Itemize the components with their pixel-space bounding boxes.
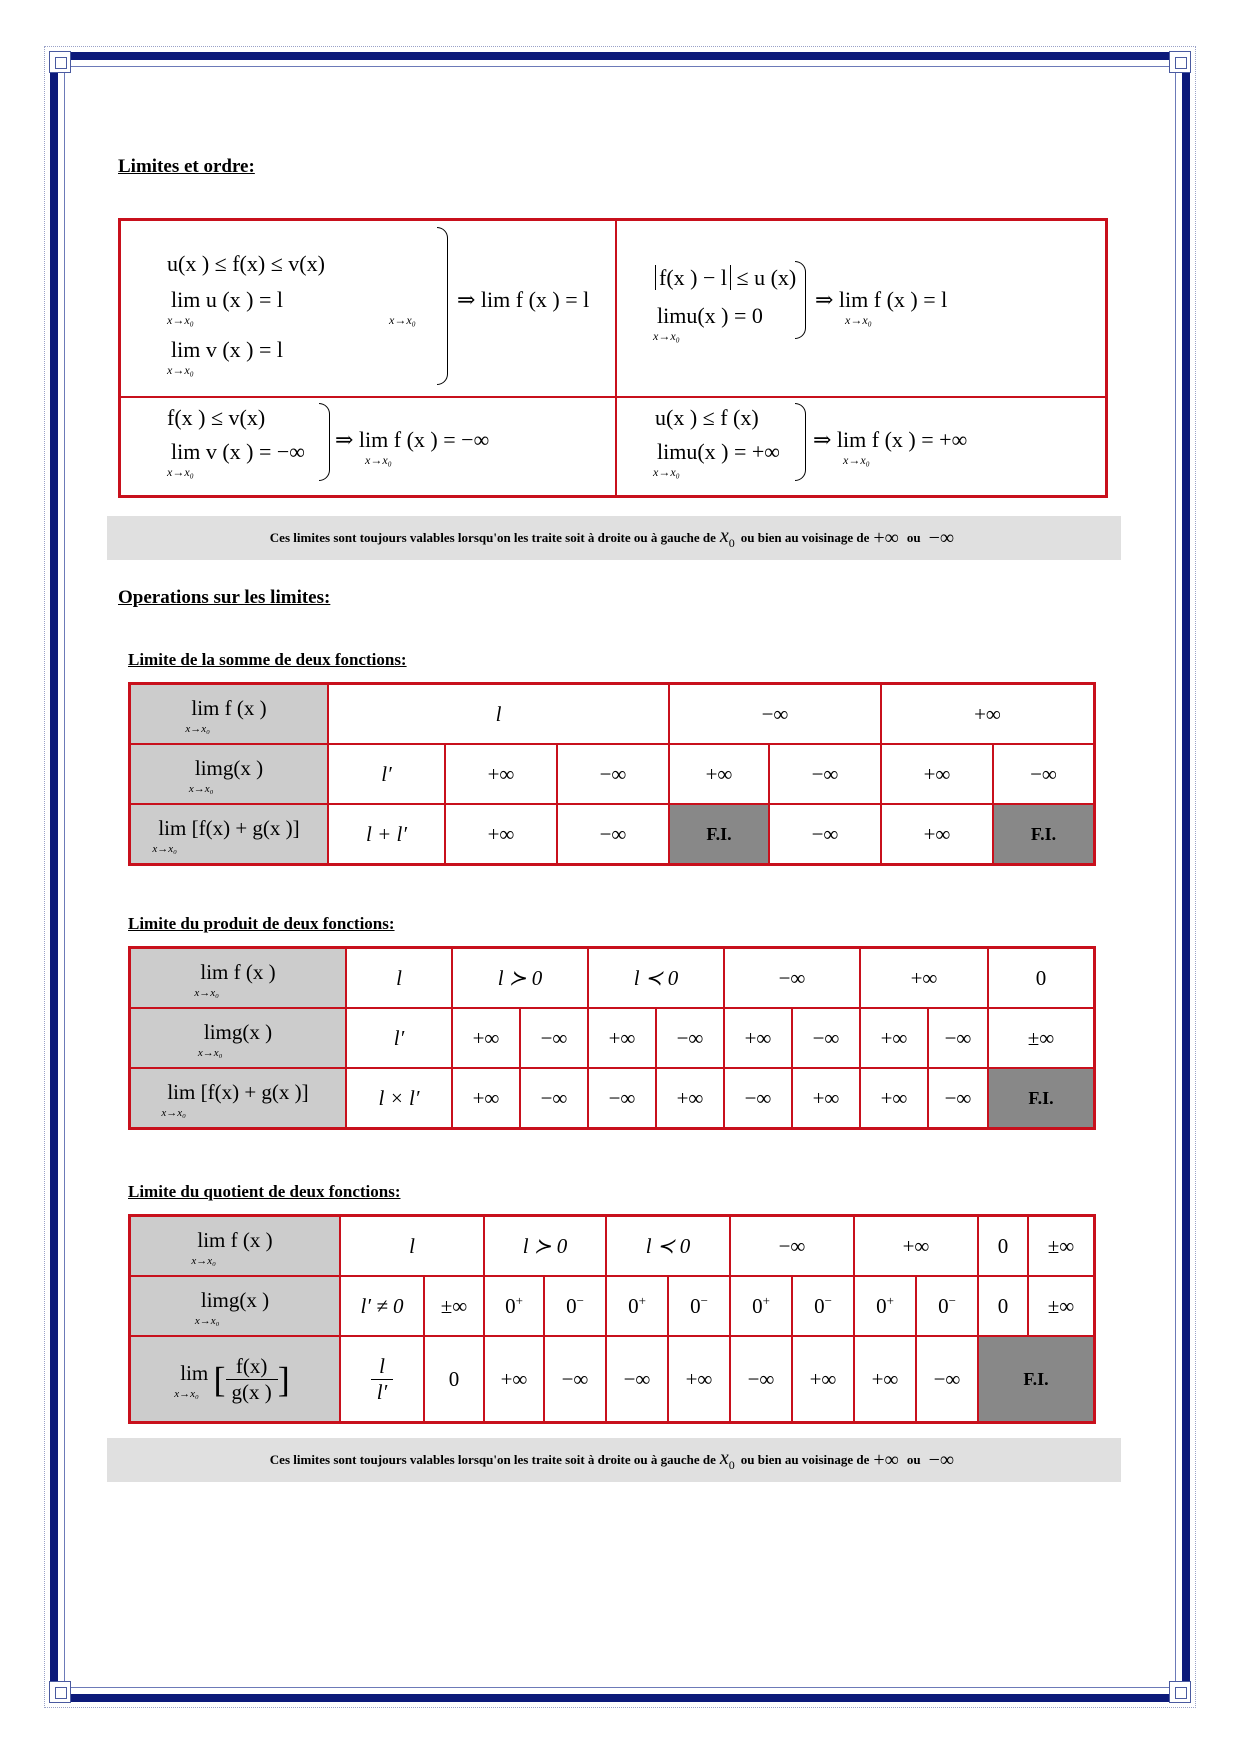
- quotient-r-num: l: [371, 1354, 393, 1380]
- quot-denominator: g(x ): [231, 1379, 272, 1404]
- quotient-g-10: 0: [978, 1276, 1028, 1336]
- note-x0-sub: 0: [728, 536, 735, 550]
- produit-r-3: −∞: [588, 1068, 656, 1129]
- t2-result-sub: x→x₀: [845, 313, 872, 327]
- t1-line3: lim v (x ) = l: [171, 337, 284, 362]
- quotient-g-8-sign: +: [886, 1293, 894, 1308]
- t4-result-sub: x→x₀: [843, 453, 870, 467]
- table-row: [130, 1216, 1095, 1277]
- somme-g-4: −∞: [769, 744, 881, 804]
- lim-sub: x→x₀: [194, 986, 219, 999]
- t2-brace: [795, 261, 806, 339]
- row-header-quot: lim x→x₀ [ $\frac{f(x)}{g(x )}$ ]: [130, 1336, 341, 1423]
- produit-r-7: +∞: [860, 1068, 928, 1129]
- table-quotient: [128, 1214, 1096, 1424]
- produit-g-9: ±∞: [988, 1008, 1095, 1068]
- t4-line2: limu(x ) = +∞: [657, 439, 780, 464]
- quotient-g-7-val: 0: [814, 1294, 825, 1318]
- table-somme: [128, 682, 1096, 866]
- note-x0: [720, 1447, 735, 1473]
- lim-sub: x→x₀: [191, 1254, 216, 1267]
- quotient-g-9-val: 0: [938, 1294, 949, 1318]
- quotient-g-6-sign: +: [762, 1293, 770, 1308]
- somme-f-2: +∞: [881, 684, 1095, 745]
- produit-f-1: l ≻ 0: [452, 948, 588, 1009]
- t1-brace: [437, 227, 448, 385]
- t2-line1: [655, 265, 796, 291]
- table-row: [130, 744, 1095, 804]
- quotient-g-5-sign: −: [700, 1293, 708, 1308]
- note-text-a: Ces limites sont toujours valables lorsqu'on les traite soit à droite ou à gauche de: [269, 530, 716, 545]
- quotient-f-4: +∞: [854, 1216, 978, 1277]
- quotient-g-7-sign: −: [824, 1293, 832, 1308]
- quotient-g-4-val: 0: [628, 1294, 639, 1318]
- t3-line2-sub: x→x₀: [167, 465, 194, 479]
- quotient-g-1: ±∞: [424, 1276, 484, 1336]
- lim-prod-label: lim [f(x) + g(x )]: [167, 1079, 309, 1104]
- produit-f-3: −∞: [724, 948, 860, 1009]
- produit-r-4: +∞: [656, 1068, 724, 1129]
- t4-line1: u(x ) ≤ f (x): [655, 405, 759, 430]
- row-header-g: [130, 1008, 347, 1068]
- heading-produit: Limite du produit de deux fonctions:: [128, 914, 395, 933]
- t2-line2-sub: x→x₀: [653, 329, 680, 343]
- row-header-f: [130, 1216, 341, 1277]
- quotient-g-9-sign: −: [948, 1293, 956, 1308]
- produit-r-6: +∞: [792, 1068, 860, 1129]
- quotient-r-4: +∞: [668, 1336, 730, 1423]
- quotient-g-11: ±∞: [1028, 1276, 1095, 1336]
- quotient-g-0: l′ ≠ 0: [340, 1276, 424, 1336]
- produit-f-4: +∞: [860, 948, 988, 1009]
- quotient-r-5: −∞: [730, 1336, 792, 1423]
- quotient-r-8: −∞: [916, 1336, 978, 1423]
- heading-quotient: Limite du quotient de deux fonctions:: [128, 1182, 401, 1201]
- somme-g-1: +∞: [445, 744, 557, 804]
- table-row: [130, 1336, 1095, 1423]
- quotient-r-frac: [340, 1336, 424, 1423]
- row-header-f: [130, 684, 329, 745]
- note-x0: [720, 525, 735, 551]
- lim-sub: x→x₀: [185, 722, 210, 735]
- t1-line2-sub: x→x₀: [167, 313, 194, 327]
- somme-r-2: −∞: [557, 804, 669, 865]
- note-minf: −∞: [928, 526, 955, 549]
- quotient-r-1: +∞: [484, 1336, 544, 1423]
- lim-sub: x→x₀: [152, 842, 177, 855]
- produit-g-5: +∞: [724, 1008, 792, 1068]
- lim-g-label: limg(x ): [200, 1287, 270, 1312]
- produit-g-1: +∞: [452, 1008, 520, 1068]
- lim-sub: x→x₀: [188, 782, 214, 795]
- t4-result: ⇒ lim f (x ) = +∞: [813, 427, 968, 452]
- quotient-r-3: −∞: [606, 1336, 668, 1423]
- note-ou: ou: [906, 530, 921, 545]
- quotient-f-3: −∞: [730, 1216, 854, 1277]
- table-row: [130, 1008, 1095, 1068]
- row-header-sum: [130, 804, 329, 865]
- table-row: [130, 804, 1095, 865]
- somme-r-5: +∞: [881, 804, 993, 865]
- lim-sub: x→x₀: [174, 1387, 199, 1400]
- heading-somme: Limite de la somme de deux fonctions:: [128, 650, 407, 669]
- quotient-g-2-sign: +: [515, 1293, 523, 1308]
- quotient-g-6: [730, 1276, 792, 1336]
- heading-limites-ordre: Limites et ordre:: [118, 156, 255, 177]
- quotient-g-3: [544, 1276, 606, 1336]
- lim-sub: x→x₀: [161, 1106, 186, 1119]
- frame-corner-bottom-left: [49, 1681, 71, 1703]
- note-validity-1: [107, 516, 1121, 560]
- lim-sub: x→x₀: [197, 1046, 223, 1059]
- quotient-r-2: −∞: [544, 1336, 606, 1423]
- produit-g-4: −∞: [656, 1008, 724, 1068]
- table-row: [130, 684, 1095, 745]
- somme-g-2: −∞: [557, 744, 669, 804]
- lim-f-label: lim f (x ): [197, 1227, 273, 1252]
- t4-brace: [795, 403, 806, 481]
- quotient-g-5-val: 0: [690, 1294, 701, 1318]
- t3-result: ⇒ lim f (x ) = −∞: [335, 427, 490, 452]
- t4-line2-sub: x→x₀: [653, 465, 680, 479]
- produit-g-3: +∞: [588, 1008, 656, 1068]
- somme-r-0: l + l′: [328, 804, 445, 865]
- quotient-r-7: +∞: [854, 1336, 916, 1423]
- note-text-a: Ces limites sont toujours valables lorsqu'on les traite soit à droite ou à gauche de: [269, 1452, 716, 1467]
- t1-line2: lim u (x ) = l: [171, 287, 284, 312]
- somme-r-6: F.I.: [993, 804, 1095, 865]
- note-pinf: +∞: [873, 1448, 899, 1471]
- produit-r-2: −∞: [520, 1068, 588, 1129]
- quotient-g-7: [792, 1276, 854, 1336]
- lim-sub: x→x₀: [194, 1314, 220, 1327]
- t1-line3-sub: x→x₀: [167, 363, 194, 377]
- quotient-r-6: +∞: [792, 1336, 854, 1423]
- somme-r-1: +∞: [445, 804, 557, 865]
- produit-f-5: 0: [988, 948, 1095, 1009]
- quotient-g-9: [916, 1276, 978, 1336]
- t3-line1: f(x ) ≤ v(x): [167, 405, 266, 430]
- produit-g-2: −∞: [520, 1008, 588, 1068]
- produit-r-0: l × l′: [346, 1068, 452, 1129]
- lim-sum-label: lim [f(x) + g(x )]: [158, 815, 300, 840]
- quotient-g-8: [854, 1276, 916, 1336]
- t2-line1-rhs: ≤ u (x): [736, 265, 797, 290]
- table-row: [130, 948, 1095, 1009]
- t3-result-sub: x→x₀: [365, 453, 392, 467]
- lim-g-label: limg(x ): [194, 755, 264, 780]
- somme-g-6: −∞: [993, 744, 1095, 804]
- note-pinf: +∞: [873, 526, 899, 549]
- note-validity-2: [107, 1438, 1121, 1482]
- table-produit: [128, 946, 1096, 1130]
- quotient-g-8-val: 0: [876, 1294, 887, 1318]
- somme-r-4: −∞: [769, 804, 881, 865]
- quotient-f-1: l ≻ 0: [484, 1216, 606, 1277]
- frame-corner-bottom-right: [1169, 1681, 1191, 1703]
- produit-f-0: l: [346, 948, 452, 1009]
- quotient-g-4-sign: +: [638, 1293, 646, 1308]
- frame-corner-top-right: [1169, 51, 1191, 73]
- produit-r-5: −∞: [724, 1068, 792, 1129]
- note-x0-var: x: [719, 1447, 729, 1469]
- quotient-f-0: l: [340, 1216, 484, 1277]
- table-row: [130, 1276, 1095, 1336]
- lim-quot-label: lim: [180, 1360, 209, 1385]
- row-header-g: [130, 744, 329, 804]
- theorems-box: [118, 218, 1108, 498]
- produit-r-1: +∞: [452, 1068, 520, 1129]
- quotient-g-2-val: 0: [505, 1294, 516, 1318]
- quotient-g-3-val: 0: [566, 1294, 577, 1318]
- quotient-f-5: 0: [978, 1216, 1028, 1277]
- produit-g-7: +∞: [860, 1008, 928, 1068]
- quotient-r-den: l′: [376, 1379, 388, 1404]
- quotient-g-2: [484, 1276, 544, 1336]
- somme-g-3: +∞: [669, 744, 769, 804]
- lim-f-label: lim f (x ): [191, 695, 267, 720]
- quotient-r-9: F.I.: [978, 1336, 1095, 1423]
- quotient-g-4: [606, 1276, 668, 1336]
- table-row: [130, 1068, 1095, 1129]
- quotient-g-3-sign: −: [576, 1293, 584, 1308]
- row-header-f: [130, 948, 347, 1009]
- somme-f-1: −∞: [669, 684, 881, 745]
- t1-line1: u(x ) ≤ f(x) ≤ v(x): [167, 251, 325, 276]
- row-header-g: [130, 1276, 341, 1336]
- quotient-g-5: [668, 1276, 730, 1336]
- note-text-b: ou bien au voisinage de: [740, 1452, 870, 1467]
- t2-abs: f(x ) − l: [655, 265, 731, 290]
- somme-r-3: F.I.: [669, 804, 769, 865]
- lim-f-label: lim f (x ): [200, 959, 276, 984]
- t3-brace: [319, 403, 330, 481]
- somme-g-5: +∞: [881, 744, 993, 804]
- t2-result: ⇒ lim f (x ) = l: [815, 287, 948, 312]
- quot-numerator: f(x): [226, 1354, 278, 1380]
- produit-g-6: −∞: [792, 1008, 860, 1068]
- produit-r-8: −∞: [928, 1068, 988, 1129]
- lim-g-label: limg(x ): [203, 1019, 273, 1044]
- quotient-f-6: ±∞: [1028, 1216, 1095, 1277]
- produit-r-9: F.I.: [988, 1068, 1095, 1129]
- produit-f-2: l ≺ 0: [588, 948, 724, 1009]
- note-text-b: ou bien au voisinage de: [740, 530, 870, 545]
- t1-result-sub: x→x₀: [389, 313, 416, 327]
- t1-result: ⇒ lim f (x ) = l: [457, 287, 590, 312]
- somme-g-0: l′: [328, 744, 445, 804]
- produit-g-8: −∞: [928, 1008, 988, 1068]
- note-minf: −∞: [928, 1448, 955, 1471]
- note-x0-sub: 0: [728, 1458, 735, 1472]
- t2-line2: limu(x ) = 0: [657, 303, 763, 328]
- quotient-f-2: l ≺ 0: [606, 1216, 730, 1277]
- somme-f-0: l: [328, 684, 669, 745]
- note-x0-var: x: [719, 525, 729, 547]
- frame-corner-top-left: [49, 51, 71, 73]
- note-ou: ou: [906, 1452, 921, 1467]
- quotient-r-0: 0: [424, 1336, 484, 1423]
- t3-line2: lim v (x ) = −∞: [171, 439, 305, 464]
- quotient-g-6-val: 0: [752, 1294, 763, 1318]
- produit-g-0: l′: [346, 1008, 452, 1068]
- row-header-prod: [130, 1068, 347, 1129]
- heading-operations: Operations sur les limites:: [118, 587, 331, 608]
